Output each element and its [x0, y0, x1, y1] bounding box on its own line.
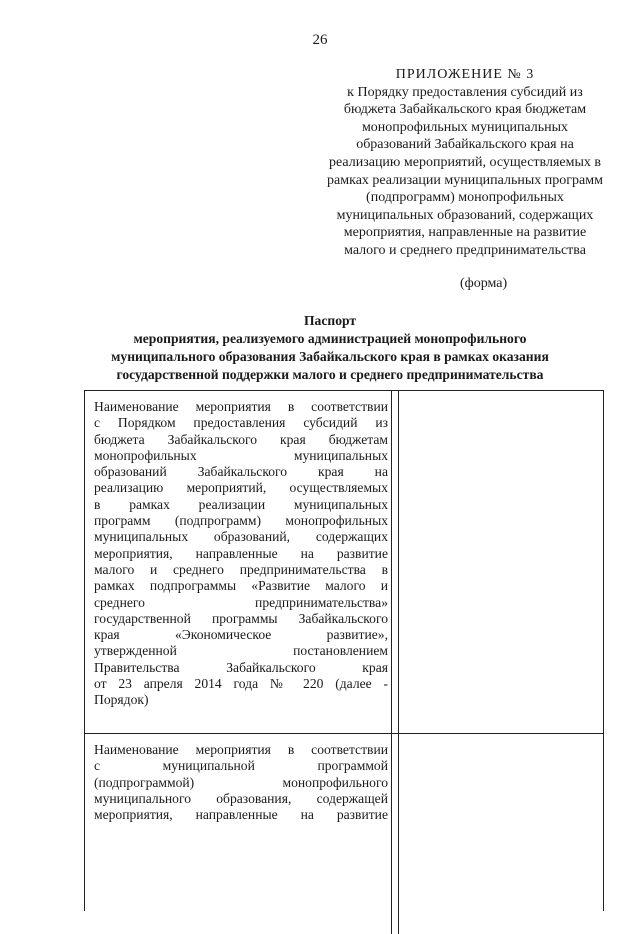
appendix-line: муниципальных образований, содержащих: [336, 207, 594, 223]
appendix-title: ПРИЛОЖЕНИЕ № 3: [395, 67, 535, 82]
label-line: Правительства Забайкальского края: [94, 659, 388, 675]
appendix-line: мероприятия, направленные на развитие: [343, 225, 587, 241]
table-cell-label: [85, 391, 392, 733]
passport-title: Паспорт: [303, 313, 357, 328]
appendix-line: (подпрограмм) монопрофильных: [366, 190, 564, 206]
table-row: [85, 734, 603, 934]
label-line: Наименование мероприятия в соответствии: [94, 742, 388, 757]
label-line: реализацию мероприятий, осуществляемых: [94, 480, 388, 496]
appendix-line: бюджета Забайкальского края бюджетам: [343, 102, 587, 118]
label-line: мероприятия, направленные на развитие: [94, 807, 388, 823]
passport-subtitle-line: муниципального образования Забайкальского края в рамках оказания: [111, 349, 549, 364]
label-line: муниципальных образований, содержащих: [94, 529, 388, 545]
passport-table: [84, 390, 604, 911]
table-cell-value: [393, 734, 603, 934]
label-line: Наименование мероприятия в соответствии: [94, 399, 388, 414]
passport-subtitle-line: государственной поддержки малого и среднего предпринимательства: [116, 367, 544, 382]
label-line: края «Экономическое развитие»,: [94, 627, 388, 643]
appendix-line: монопрофильных муниципальных: [361, 119, 569, 135]
form-label: (форма): [460, 276, 508, 291]
label-line: бюджета Забайкальского края бюджетам: [94, 431, 388, 447]
label-line: образований Забайкальского края на: [94, 464, 388, 480]
appendix-line: рамках реализации муниципальных программ: [327, 172, 603, 188]
page-number: 26: [312, 32, 328, 48]
appendix-line: к Порядку предоставления субсидий из: [347, 84, 583, 100]
label-line: в рамках реализации муниципальных: [94, 496, 388, 512]
passport-heading: [60, 312, 600, 384]
table-cell-label: [85, 734, 392, 934]
label-line: с муниципальной программой: [94, 758, 388, 774]
appendix-header: [300, 66, 630, 260]
label-line: с Порядком предоставления субсидий из: [94, 415, 388, 431]
table-row: [85, 391, 603, 734]
passport-subtitle-line: мероприятия, реализуемого администрацией монопрофильного: [133, 331, 527, 346]
label-line: утвержденной постановлением: [94, 643, 388, 659]
table-cell-value: [393, 391, 603, 733]
label-line: государственной программы Забайкальского: [94, 610, 388, 626]
label-line: мероприятия, направленные на развитие: [94, 545, 388, 561]
label-line: (подпрограммой) монопрофильного: [94, 774, 388, 790]
label-line: монопрофильных муниципальных: [94, 447, 388, 463]
label-line: рамках подпрограммы «Развитие малого и: [94, 578, 388, 594]
label-line: программ (подпрограмм) монопрофильных: [94, 513, 388, 529]
label-line: от 23 апреля 2014 года № 220 (далее -: [94, 676, 388, 692]
label-line: Порядок): [94, 692, 149, 708]
label-line: малого и среднего предпринимательства в: [94, 561, 388, 577]
appendix-line: реализацию мероприятий, осуществляемых в: [329, 154, 601, 170]
label-line: муниципального образования, содержащей: [94, 790, 388, 806]
appendix-line: образований Забайкальского края на: [356, 137, 574, 153]
appendix-line: малого и среднего предпринимательства: [344, 242, 586, 258]
label-line: среднего предпринимательства»: [94, 594, 388, 610]
